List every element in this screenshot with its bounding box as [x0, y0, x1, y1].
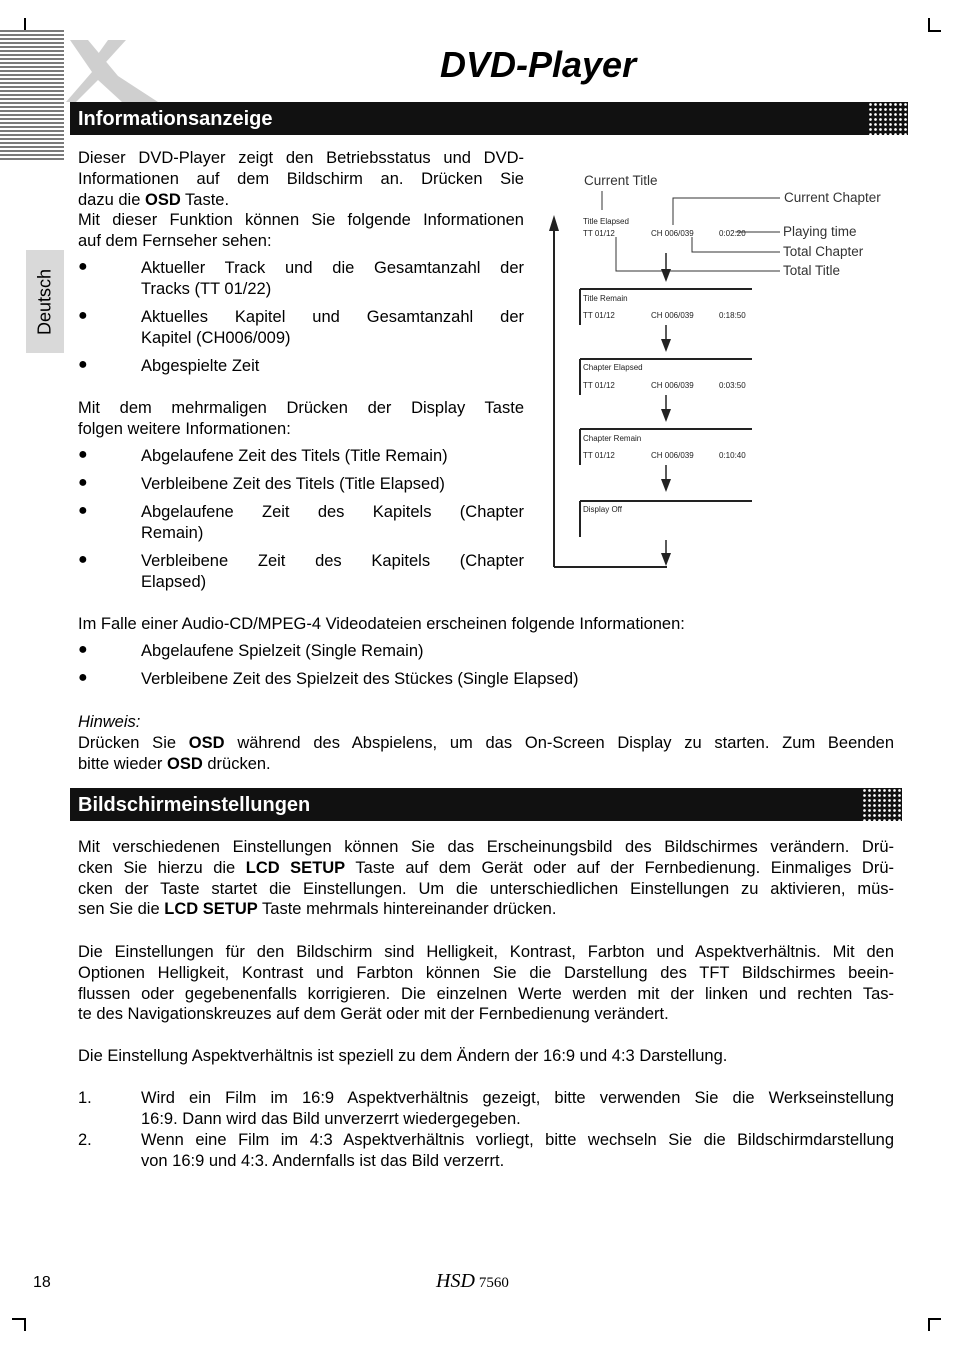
list-item: Abgelaufene Zeit des Kapitels (Chapter Remain) [141, 503, 524, 542]
screen-time: 0:18:50 [719, 311, 746, 320]
list-item: Wenn eine Film im 4:3 Aspektverhältnis vorliegt, bitte wechseln Sie die Bildschirmdarstellung von 16:9 und 4:3. Andernfalls ist das Bild verzerrt. [141, 1131, 894, 1170]
model-name [436, 1270, 509, 1293]
screen-title-count: TT 01/12 [583, 451, 615, 460]
text-line: auf dem Fernseher sehen: [78, 232, 272, 251]
paragraph: Im Falle einer Audio-CD/MPEG-4 Videodateien erscheinen folgende Informationen: [78, 615, 685, 633]
bullet-dot: ● [78, 474, 88, 491]
screen-mode: Title Elapsed [583, 217, 629, 226]
list-item: Abgespielte Zeit [141, 357, 260, 375]
paragraph: Mit verschiedenen Einstellungen können Sie das Erscheinungsbild des Bildschirmes verändern. Drü- cken Sie hierzu die LCD SETUP Taste auf dem Gerät oder auf der Fernbedienung. Einmaliges Drü- cken der Taste startet die Einstellungen. Um die unterschiedlichen Einstellungen zu aktivieren, müs- sen Sie die LCD SETUP Taste mehrmals hintereinander drücken. [78, 838, 894, 919]
list-item: Verbleibene Zeit des Kapitels (Chapter Elapsed) [141, 552, 524, 591]
bullet-dot: ● [78, 258, 88, 275]
screen-title-count: TT 01/12 [583, 311, 615, 320]
section-heading: Bildschirmeinstellungen [78, 794, 311, 816]
label-current-chapter: Current Chapter [784, 190, 881, 205]
language-tab [26, 250, 64, 353]
crop-mark-bottom-left-v [24, 1318, 26, 1331]
language-label: Deutsch [34, 268, 55, 335]
bullet-dot: ● [78, 551, 88, 568]
bullet-dot: ● [78, 502, 88, 519]
screen-mode: Display Off [583, 505, 622, 514]
screen-time: 0:10:40 [719, 451, 746, 460]
list-item: Wird ein Film im 16:9 Aspektverhältnis gezeigt, bitte verwenden Sie die Werkseinstellung 16:9. Dann wird das Bild unverzerrt wiedergegeben. [141, 1089, 894, 1128]
note-text: Drücken Sie OSD während des Abspielens, um das On-Screen Display zu starten. Zum Beenden bitte wieder OSD drücken. [78, 734, 894, 773]
brand-logo: HSD [436, 1270, 475, 1292]
list-item: Abgelaufene Zeit des Titels (Title Remain) [141, 447, 448, 465]
label-total-chapter: Total Chapter [783, 244, 864, 259]
paragraph: Die Einstellungen für den Bildschirm sind Helligkeit, Kontrast, Farbton und Aspektverhältnis. Mit den Optionen Helligkeit, Kontrast und Farbton können Sie die Darstellung des TFT Bildschirmes beein- flussen oder gegebenenfalls korrigieren. Die einzelnen Werte werden mit der linken und rechten Tas- te des Navigationskreuzes auf dem Gerät oder mit der Fernbedienung verändert. [78, 943, 894, 1024]
list-number: 2. [78, 1131, 92, 1149]
section-heading-bar [70, 788, 902, 821]
crop-mark-bottom-right-v [928, 1318, 930, 1331]
text-line: dazu die OSD Taste. [78, 190, 230, 209]
bullet-dot: ● [78, 446, 88, 463]
screen-mode: Title Remain [583, 294, 628, 303]
section-heading-bar [70, 102, 908, 135]
paragraph: Die Einstellung Aspektverhältnis ist speziell zu dem Ändern der 16:9 und 4:3 Darstellung. [78, 1047, 728, 1065]
list-item: Abgelaufene Spielzeit (Single Remain) [141, 642, 424, 660]
screen-time: 0:03:50 [719, 381, 746, 390]
bullet-dot: ● [78, 307, 88, 324]
bullet-dot: ● [78, 356, 88, 373]
text-line: Informationen auf dem Bildschirm an. Drücken Sie [78, 169, 524, 188]
label-total-title: Total Title [783, 263, 841, 278]
screen-chapter-count: CH 006/039 [651, 381, 694, 390]
page-title: DVD-Player [440, 44, 637, 85]
note-label: Hinweis: [78, 713, 141, 731]
section-heading: Informationsanzeige [78, 108, 273, 130]
label-current-title: Current Title [584, 173, 658, 188]
page-number: 18 [33, 1274, 51, 1291]
dot-pattern [868, 102, 908, 135]
bullet-dot: ● [78, 669, 88, 686]
crop-mark-bottom-right [928, 1318, 941, 1320]
screen-chapter-count: CH 006/039 [651, 451, 694, 460]
list-item: Aktueller Track und die Gesamtanzahl der Tracks (TT 01/22) [141, 259, 524, 298]
label-playing-time: Playing time [783, 224, 857, 239]
screen-mode: Chapter Remain [583, 434, 642, 443]
list-item: Aktuelles Kapitel und Gesamtanzahl der Kapitel (CH006/009) [141, 308, 524, 347]
screen-chapter-count: CH 006/039 [651, 229, 694, 238]
text-line: Mit dieser Funktion können Sie folgende Informationen [78, 211, 524, 230]
model-number: 7560 [478, 1275, 509, 1291]
paragraph: Mit dem mehrmaligen Drücken der Display Taste folgen weitere Informationen: [78, 399, 524, 438]
intro-paragraph [78, 148, 524, 252]
osd-diagram [540, 165, 910, 580]
screen-title-count: TT 01/12 [583, 381, 615, 390]
screen-mode: Chapter Elapsed [583, 363, 643, 372]
text-line: Dieser DVD-Player zeigt den Betriebsstatus und DVD- [78, 149, 524, 167]
list-number: 1. [78, 1089, 92, 1107]
list-item: Verbleibene Zeit des Titels (Title Elapsed) [141, 475, 445, 493]
crop-mark-top-right [928, 30, 941, 32]
screen-chapter-count: CH 006/039 [651, 311, 694, 320]
bullet-dot: ● [78, 641, 88, 658]
list-item: Verbleibene Zeit des Spielzeit des Stückes (Single Elapsed) [141, 670, 579, 688]
header-stripes [0, 30, 64, 160]
screen-time: 0:02:20 [719, 229, 746, 238]
brand-x-logo [62, 36, 172, 106]
crop-mark-top-right-v [928, 18, 930, 31]
dot-pattern [862, 788, 902, 821]
screen-title-count: TT 01/12 [583, 229, 615, 238]
